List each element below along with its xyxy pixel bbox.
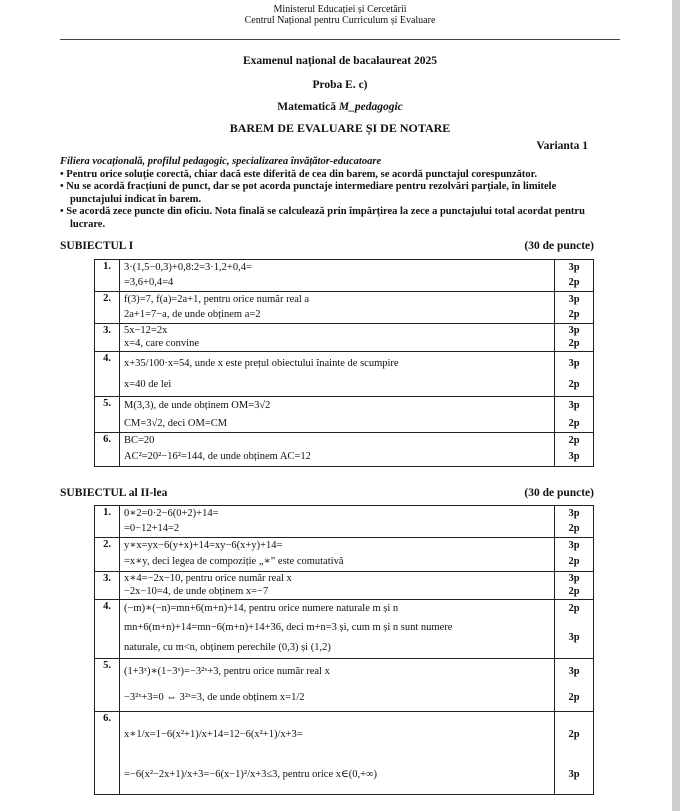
grading-notes — [60, 156, 594, 231]
points-value: 3p — [568, 400, 580, 411]
points-value: 2p — [568, 418, 580, 429]
points-value: 3p — [568, 666, 580, 677]
solution-line: AC²=20²−16²=144, de unde obținem AC=12 — [124, 451, 311, 462]
points-value: 3p — [568, 540, 580, 551]
item-number: 6. — [95, 712, 120, 795]
points-value: 3p — [568, 358, 580, 369]
solution-line: 2a+1=7−a, de unde obținem a=2 — [124, 309, 261, 320]
section-1-table — [94, 259, 594, 467]
points-value: 3p — [568, 508, 580, 519]
section-1-title: SUBIECTUL I — [60, 240, 134, 252]
table-row — [95, 506, 594, 538]
filiera-line: Filiera vocațională, profilul pedagogic, specializarea învățător-educatoare — [60, 156, 382, 167]
solution-line: (1+3ˣ)∗(1−3ˣ)=−3²ˣ+3, pentru orice număr real x — [124, 666, 330, 677]
solution-line: −3²ˣ+3=0 ⇔ 3²ˣ=3, de unde obținem x=1/2 — [124, 692, 305, 703]
solution-line: =−6(x²−2x+1)/x+3=−6(x−1)²/x+3≤3, pentru orice x∈(0,+∞) — [124, 769, 378, 780]
solution-line: =0−12+14=2 — [124, 523, 180, 534]
item-number: 5. — [95, 397, 120, 433]
note-item: • Nu se acordă fracțiuni de punct, dar se pot acorda punctaje intermediare pentru rezolvări parțiale, în limitele punctajului indicat în barem. — [60, 181, 557, 205]
table-row — [95, 352, 594, 397]
points-value: 3p — [568, 573, 580, 584]
solution-line: 0∗2=0·2−6(0+2)+14= — [124, 508, 219, 519]
solution-line: x+35/100·x=54, unde x este prețul obiectului înainte de scumpire — [124, 358, 399, 369]
table-row — [95, 260, 594, 292]
solution-line: 3·(1,5−0,3)+0,8:2=3·1,2+0,4= — [124, 262, 252, 273]
section-1-points: (30 de puncte) — [524, 240, 594, 252]
subject-title: Matematică M_pedagogic — [277, 101, 403, 113]
points-value: 2p — [568, 729, 580, 740]
points-value: 2p — [568, 379, 580, 390]
points-value: 2p — [568, 435, 580, 446]
points-value: 2p — [568, 603, 580, 614]
item-number: 3. — [95, 572, 120, 600]
item-number: 4. — [95, 352, 120, 397]
item-number: 2. — [95, 538, 120, 572]
points-value: 3p — [568, 294, 580, 305]
item-number: 4. — [95, 600, 120, 659]
ministry-name: Ministerul Educației și Cercetării — [273, 4, 407, 15]
solution-line: x=40 de lei — [124, 379, 172, 390]
item-number: 2. — [95, 292, 120, 324]
table-row — [95, 572, 594, 600]
points-value: 3p — [568, 325, 580, 336]
header-rule — [60, 39, 620, 40]
ministry-header — [0, 4, 680, 26]
points-value: 2p — [568, 338, 580, 349]
table-row — [95, 433, 594, 467]
exam-title: Examenul național de bacalaureat 2025 — [242, 55, 438, 67]
table-row — [95, 712, 594, 795]
note-item: • Pentru orice soluție corectă, chiar dacă este diferită de cea din barem, se acordă punctajul corespunzător. — [60, 168, 537, 180]
solution-line: BC=20 — [124, 435, 155, 446]
table-row — [95, 397, 594, 433]
solution-line: y∗x=yx−6(y+x)+14=xy−6(x+y)+14= — [124, 540, 283, 551]
solution-line: =x∗y, deci legea de compoziție „∗” este comutativă — [124, 556, 344, 567]
solution-line: x∗1/x=1−6(x²+1)/x+14=12−6(x²+1)/x+3= — [124, 729, 303, 740]
center-name: Centrul Național pentru Curriculum și Evaluare — [244, 15, 436, 26]
item-number: 1. — [95, 260, 120, 292]
solution-line: naturale, cu m<n, obținem perechile (0,3) și (1,2) — [124, 642, 331, 653]
proba-title: Proba E. c) — [312, 79, 368, 91]
table-row — [95, 659, 594, 712]
section-2-table — [94, 505, 594, 795]
points-value: 2p — [568, 277, 580, 288]
solution-line: 5x−12=2x — [124, 325, 168, 336]
points-value: 3p — [568, 262, 580, 273]
points-value: 2p — [568, 692, 580, 703]
solution-line: M(3,3), de unde obținem OM=3√2 — [124, 400, 271, 411]
solution-line: x∗4=−2x−10, pentru orice număr real x — [124, 573, 292, 584]
table-row — [95, 324, 594, 352]
points-value: 3p — [568, 451, 580, 462]
item-number: 5. — [95, 659, 120, 712]
section-2-title: SUBIECTUL al II-lea — [60, 487, 168, 499]
section-1-header — [60, 240, 594, 252]
solution-line: mn+6(m+n)+14=mn−6(m+n)+14+36, deci m+n=3 și, cum m și n sunt numere — [124, 622, 453, 633]
points-value: 3p — [568, 769, 580, 780]
solution-line: (−m)∗(−n)=mn+6(m+n)+14, pentru orice numere naturale m și n — [124, 603, 399, 614]
solution-line: =3,6+0,4=4 — [124, 277, 174, 288]
item-number: 1. — [95, 506, 120, 538]
section-2-header — [60, 487, 594, 499]
solution-line: −2x−10=4, de unde obținem x=−7 — [124, 586, 269, 597]
points-value: 2p — [568, 523, 580, 534]
barem-title: BAREM DE EVALUARE ȘI DE NOTARE — [229, 121, 451, 135]
solution-line: f(3)=7, f(a)=2a+1, pentru orice număr real a — [124, 294, 310, 305]
item-number: 3. — [95, 324, 120, 352]
note-item: • Se acordă zece puncte din oficiu. Nota finală se calculează prin împărțirea la zece a punctajului total acordat pentru lucrare. — [60, 206, 585, 230]
points-value: 2p — [568, 586, 580, 597]
solution-line: x=4, care convine — [124, 338, 200, 349]
points-value: 2p — [568, 556, 580, 567]
varianta-label: Varianta 1 — [536, 140, 588, 152]
table-row — [95, 538, 594, 572]
table-row — [95, 292, 594, 324]
section-2-points: (30 de puncte) — [524, 487, 594, 499]
item-number: 6. — [95, 433, 120, 467]
points-value: 3p — [568, 632, 580, 643]
solution-line: CM=3√2, deci OM=CM — [124, 418, 228, 429]
points-value: 2p — [568, 309, 580, 320]
table-row — [95, 600, 594, 659]
